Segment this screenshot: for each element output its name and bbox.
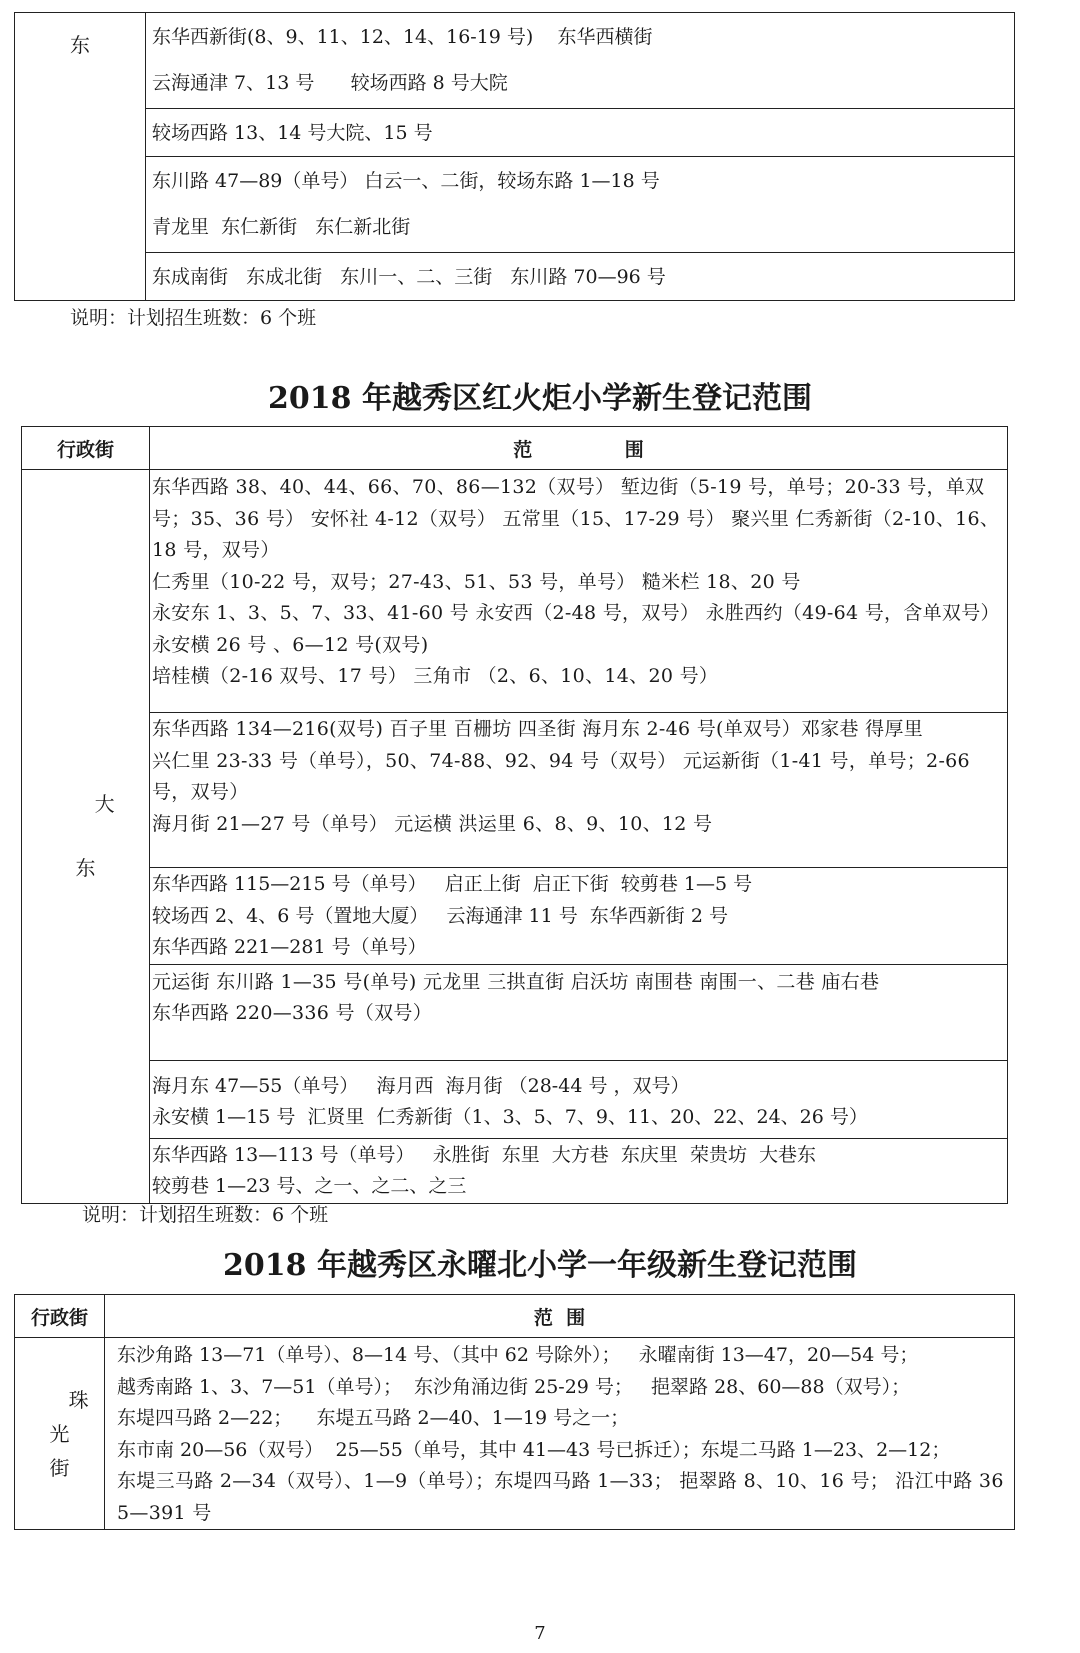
range-cell [146,253,1015,301]
range-line: 东华西路 115—215 号（单号） 启正上街 启正下街 较剪巷 1—5 号 [152,873,753,895]
page-number: 7 [534,1623,546,1644]
range-line: 永安横 1—15 号 汇贤里 仁秀新街（1、3、5、7、9、11、20、22、24、26 号） [152,1106,868,1128]
range-cell [105,1338,1015,1530]
range-line: 东川路 47—89（单号） 白云一、二街，较场东路 1—18 号 [152,170,660,192]
range-line: 培桂横（2-16 双号、17 号） 三角市 （2、6、10、14、20 号） [152,665,719,687]
district-cell [15,13,146,301]
range-line: 永安东 1、3、5、7、33、41-60 号 永安西（2-48 号，双号） 永胜西约（49-64 号，含单双号） [152,602,1000,624]
range-line: 较剪巷 1—23 号、之一、之二、之三 [152,1175,467,1197]
range-line: 海月东 47—55（单号） 海月西 海月街 （28-44 号 ，双号） [152,1074,690,1097]
district-label: 大 东 [75,792,115,881]
range-cell [146,109,1015,157]
range-line: 东华西路 134—216(双号) 百子里 百栅坊 四圣街 海月东 2-46 号(单双号）邓家巷 得厚里 [152,718,924,740]
header-street: 行政街 [15,1295,105,1338]
range-line: 东堤三马路 2—34（双号）、1—9（单号）；东堤四马路 1—33； 挹翠路 8、10、16 号； 沿江中路 365—391 号 [117,1470,1004,1524]
range-line: 兴仁里 23-33 号（单号），50、74-88、92、94 号（双号） 元运新街（1-41 号，单号；2-66 号，双号） [152,749,970,803]
table-1-note: 说明：计划招生班数：6 个班 [70,307,317,329]
range-cell [146,157,1015,253]
range-line: 东华西路 220—336 号（双号） [152,1002,433,1024]
district-cell [22,470,150,1204]
range-cell [150,868,1008,965]
range-line: 较场西 2、4、6 号（置地大厦） 云海通津 11 号 东华西新街 2 号 [152,904,728,927]
range-line: 青龙里 东仁新街 东仁新北街 [152,216,411,238]
range-cell [150,470,1008,713]
range-line: 越秀南路 1、3、7—51（单号）； 东沙角涌边街 25-29 号； 挹翠路 28、60—88（双号）； [117,1375,911,1398]
table-2-title: 2018 年越秀区红火炬小学新生登记范围 [268,381,812,416]
district-label: 东 [70,33,90,57]
range-cell [150,1138,1008,1203]
range-line: 云海通津 7、13 号 较场西路 8 号大院 [152,72,508,94]
range-line: 东华西路 13—113 号（单号） 永胜街 东里 大方巷 东庆里 荣贵坊 大巷东 [152,1143,817,1166]
table-2-note: 说明：计划招生班数：6 个班 [82,1204,329,1226]
range-line: 海月街 21—27 号（单号） 元运横 洪运里 6、8、9、10、12 号 [152,812,713,835]
table-3-title: 2018 年越秀区永曜北小学一年级新生登记范围 [223,1248,857,1283]
range-line: 元运街 东川路 1—35 号(单号) 元龙里 三拱直街 启沃坊 南围巷 南围一、二巷 庙右巷 [152,970,880,993]
table-1 [14,12,1015,301]
range-line: 东成南街 东成北街 东川一、二、三街 东川路 70—96 号 [152,266,666,288]
range-line: 东华西路 38、40、44、66、70、86—132（双号） 堑边街（5-19 号，单号；20-33 号，单双号；35、36 号） 安怀社 4-12（双号） 五常里（15、17-29 号） 聚兴里 仁秀新街（2-10、16、18 号，双号） [152,476,1000,561]
range-cell [150,1060,1008,1138]
range-cell [146,13,1015,109]
range-line: 东华西新街(8、9、11、12、14、16-19 号) 东华西横街 [152,26,653,48]
district-label: 珠 光 街 [49,1387,89,1480]
range-line: 东华西路 221—281 号（单号） [152,936,427,958]
range-cell [150,964,1008,1060]
header-street: 行政街 [22,427,150,470]
district-cell [15,1338,105,1530]
header-range: 范 围 [150,427,1008,470]
range-line: 仁秀里（10-22 号，双号；27-43、51、53 号，单号） 糙米栏 18、20 号 [152,570,801,593]
range-line: 永安横 26 号 、6—12 号(双号) [152,633,429,656]
table-2 [21,426,1008,1204]
header-range: 范 围 [105,1295,1015,1338]
range-line: 东沙角路 13—71（单号）、8—14 号、（其中 62 号除外）； 永曜南街 13—47，20—54 号； [117,1344,919,1366]
range-line: 东市南 20—56（双号） 25—55（单号，其中 41—43 号已拆迁）；东堤二马路 1—23、2—12； [117,1438,951,1461]
range-line: 东堤四马路 2—22； 东堤五马路 2—40、1—19 号之一； [117,1407,630,1429]
range-line: 较场西路 13、14 号大院、15 号 [152,122,433,144]
table-3 [14,1294,1015,1530]
range-cell [150,713,1008,868]
